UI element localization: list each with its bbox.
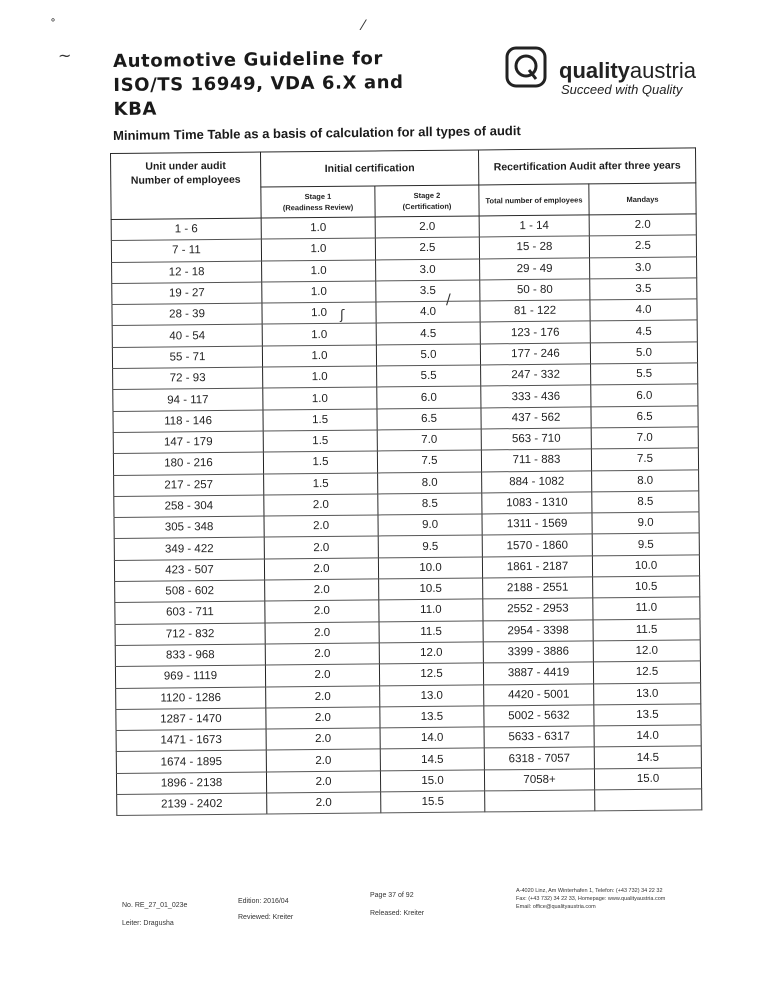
header-total-employees: Total number of employees <box>479 184 589 216</box>
cell-stage-2: 15.5 <box>381 791 485 813</box>
cell-stage-1: 1.0 <box>262 260 376 282</box>
cell-recert-employees: 1311 - 1569 <box>482 513 592 535</box>
cell-recert-employees: 1570 - 1860 <box>482 534 592 556</box>
table-caption: Minimum Time Table as a basis of calculation for all types of audit <box>113 123 521 143</box>
cell-stage-1: 1.0 <box>262 345 376 367</box>
cell-employees-range: 1 - 6 <box>111 218 261 241</box>
logo-wordmark-light: austria <box>629 58 696 83</box>
cell-recert-employees: 15 - 28 <box>479 236 589 258</box>
cell-employees-range: 1287 - 1470 <box>116 708 266 731</box>
cell-stage-2: 8.5 <box>378 493 482 515</box>
cell-recert-mandays: 13.5 <box>594 704 701 726</box>
cell-recert-employees: 2188 - 2551 <box>483 577 593 599</box>
cell-recert-employees: 3399 - 3886 <box>483 641 593 663</box>
cell-stage-2: 15.0 <box>380 770 484 792</box>
cell-recert-employees: 29 - 49 <box>480 257 590 279</box>
cell-stage-1: 2.0 <box>267 792 381 814</box>
cell-recert-mandays: 7.0 <box>591 427 698 449</box>
cell-recert-mandays: 9.5 <box>592 533 699 555</box>
cell-recert-employees: 81 - 122 <box>480 300 590 322</box>
cell-stage-1: 1.5 <box>263 451 377 473</box>
cell-recert-mandays: 10.0 <box>592 555 699 577</box>
cell-recert-mandays: 9.0 <box>592 512 699 534</box>
cell-stage-2: 11.5 <box>379 621 483 643</box>
footer-address: A-4020 Linz, Am Winterhafen 1, Telefon: (+43 732) 34 22 32 <box>516 888 663 894</box>
cell-stage-2: 7.0 <box>377 429 481 451</box>
cell-employees-range: 1674 - 1895 <box>116 750 266 773</box>
cell-recert-mandays: 12.0 <box>593 640 700 662</box>
cell-recert-mandays: 5.0 <box>590 342 697 364</box>
header-mandays: Mandays <box>589 183 696 215</box>
cell-recert-employees: 2552 - 2953 <box>483 598 593 620</box>
cell-stage-2: 10.0 <box>378 557 482 579</box>
cell-recert-mandays: 10.5 <box>593 576 700 598</box>
cell-stage-2: 14.0 <box>380 727 484 749</box>
cell-recert-mandays: 6.0 <box>591 384 698 406</box>
cell-recert-employees <box>485 790 595 812</box>
cell-stage-2: 9.0 <box>378 514 482 536</box>
cell-recert-mandays: 14.0 <box>594 725 701 747</box>
cell-stage-2: 10.5 <box>379 578 483 600</box>
cell-recert-employees: 333 - 436 <box>481 385 591 407</box>
cell-recert-mandays: 3.0 <box>590 256 697 278</box>
cell-stage-2: 4.0 <box>376 301 480 323</box>
cell-employees-range: 349 - 422 <box>114 537 264 560</box>
footer-fax: Fax: (+43 732) 34 22 33, Homepage: www.qualityaustria.com <box>516 896 666 902</box>
cell-employees-range: 12 - 18 <box>112 261 262 284</box>
cell-stage-1: 1.0 <box>261 217 375 239</box>
cell-stage-2: 2.0 <box>375 216 479 238</box>
cell-stage-2: 13.5 <box>380 706 484 728</box>
handwritten-mark: ⁄ <box>362 18 365 34</box>
cell-recert-mandays: 12.5 <box>593 661 700 683</box>
cell-stage-2: 8.0 <box>378 472 482 494</box>
cell-recert-mandays <box>595 789 702 811</box>
cell-employees-range: 305 - 348 <box>114 516 264 539</box>
cell-stage-1: 2.0 <box>265 643 379 665</box>
cell-stage-1: 1.0 <box>262 281 376 303</box>
handwritten-tick: ʃ <box>340 308 345 323</box>
cell-stage-1: 2.0 <box>265 579 379 601</box>
minimum-time-table-container <box>110 147 709 833</box>
cell-stage-1: 2.0 <box>266 749 380 771</box>
cell-employees-range: 217 - 257 <box>114 474 264 497</box>
cell-stage-1: 2.0 <box>265 622 379 644</box>
cell-stage-1: 2.0 <box>265 600 379 622</box>
footer-reviewed: Reviewed: Kreiter <box>238 914 294 921</box>
cell-employees-range: 969 - 1119 <box>115 665 265 688</box>
table-body <box>111 214 702 816</box>
cell-stage-1: 2.0 <box>264 515 378 537</box>
cell-recert-employees: 6318 - 7057 <box>484 747 594 769</box>
cell-employees-range: 72 - 93 <box>113 367 263 390</box>
scan-mark: ˚ <box>50 18 56 32</box>
quality-austria-logo <box>505 44 745 104</box>
document-title: Automotive Guideline for ISO/TS 16949, VDA 6.X and KBA <box>113 48 404 120</box>
footer-page-number: Page 37 of 92 <box>370 892 414 899</box>
cell-recert-employees: 5002 - 5632 <box>484 705 594 727</box>
cell-recert-employees: 50 - 80 <box>480 279 590 301</box>
cell-recert-employees: 437 - 562 <box>481 407 591 429</box>
cell-employees-range: 180 - 216 <box>113 452 263 475</box>
cell-stage-2: 11.0 <box>379 599 483 621</box>
cell-stage-1: 2.0 <box>266 728 380 750</box>
cell-employees-range: 1471 - 1673 <box>116 729 266 752</box>
cell-recert-mandays: 2.5 <box>589 235 696 257</box>
cell-employees-range: 258 - 304 <box>114 495 264 518</box>
cell-recert-mandays: 11.5 <box>593 618 700 640</box>
cell-stage-2: 2.5 <box>375 237 479 259</box>
cell-stage-2: 12.5 <box>379 663 483 685</box>
logo-tagline: Succeed with Quality <box>561 82 683 97</box>
cell-recert-mandays: 5.5 <box>591 363 698 385</box>
cell-stage-2: 3.0 <box>376 259 480 281</box>
cell-employees-range: 7 - 11 <box>111 239 261 262</box>
cell-stage-1: 2.0 <box>264 536 378 558</box>
header-unit-under-audit: Unit under audit Number of employees <box>111 152 262 219</box>
cell-stage-1: 2.0 <box>266 771 380 793</box>
cell-recert-employees: 7058+ <box>484 769 594 791</box>
cell-employees-range: 508 - 602 <box>115 580 265 603</box>
footer-email: Email: office@qualityaustria.com <box>516 904 596 910</box>
cell-recert-employees: 123 - 176 <box>480 321 590 343</box>
cell-employees-range: 28 - 39 <box>112 303 262 326</box>
cell-stage-1: 2.0 <box>266 707 380 729</box>
cell-stage-1: 1.0 <box>262 323 376 345</box>
cell-recert-employees: 711 - 883 <box>481 449 591 471</box>
cell-recert-employees: 1861 - 2187 <box>482 556 592 578</box>
footer-author: Leiter: Dragusha <box>122 920 174 927</box>
cell-employees-range: 833 - 968 <box>115 644 265 667</box>
cell-recert-mandays: 4.0 <box>590 299 697 321</box>
cell-employees-range: 40 - 54 <box>112 325 262 348</box>
footer-edition: Edition: 2016/04 <box>238 898 289 905</box>
cell-stage-2: 14.5 <box>380 748 484 770</box>
quality-austria-logo-icon <box>505 46 547 88</box>
cell-recert-employees: 1 - 14 <box>479 215 589 237</box>
cell-stage-1: 1.0 <box>261 238 375 260</box>
cell-recert-mandays: 3.5 <box>590 278 697 300</box>
cell-employees-range: 712 - 832 <box>115 623 265 646</box>
cell-employees-range: 2139 - 2402 <box>117 793 267 816</box>
header-stage-1: Stage 1 (Readiness Review) <box>261 186 375 218</box>
cell-stage-1: 1.5 <box>263 409 377 431</box>
cell-recert-employees: 4420 - 5001 <box>484 683 594 705</box>
cell-stage-2: 7.5 <box>377 450 481 472</box>
cell-employees-range: 55 - 71 <box>112 346 262 369</box>
logo-wordmark-bold: quality <box>559 58 630 83</box>
cell-stage-1: 1.5 <box>264 473 378 495</box>
header-recertification-audit: Recertification Audit after three years <box>479 148 696 185</box>
cell-recert-mandays: 14.5 <box>594 746 701 768</box>
cell-stage-1: 2.0 <box>264 494 378 516</box>
cell-stage-2: 5.0 <box>376 344 480 366</box>
cell-employees-range: 147 - 179 <box>113 431 263 454</box>
cell-recert-employees: 247 - 332 <box>481 364 591 386</box>
cell-recert-mandays: 2.0 <box>589 214 696 236</box>
handwritten-mark: ~ <box>58 46 72 65</box>
cell-recert-mandays: 4.5 <box>590 320 697 342</box>
cell-recert-mandays: 6.5 <box>591 406 698 428</box>
cell-stage-1: 1.0 <box>263 366 377 388</box>
cell-employees-range: 1896 - 2138 <box>116 772 266 795</box>
cell-recert-employees: 2954 - 3398 <box>483 620 593 642</box>
handwritten-tick: / <box>446 292 451 308</box>
header-stage-2: Stage 2 (Certification) <box>375 185 479 217</box>
cell-stage-1: 1.5 <box>263 430 377 452</box>
cell-stage-2: 6.5 <box>377 408 481 430</box>
cell-recert-employees: 563 - 710 <box>481 428 591 450</box>
cell-recert-mandays: 8.0 <box>592 469 699 491</box>
cell-recert-mandays: 8.5 <box>592 491 699 513</box>
cell-stage-1: 1.0 <box>262 302 376 324</box>
cell-stage-1: 2.0 <box>265 664 379 686</box>
cell-stage-2: 5.5 <box>377 365 481 387</box>
cell-employees-range: 94 - 117 <box>113 388 263 411</box>
cell-stage-2: 13.0 <box>380 684 484 706</box>
cell-employees-range: 423 - 507 <box>114 559 264 582</box>
footer-doc-number: No. RE_27_01_023e <box>122 902 188 909</box>
minimum-time-table <box>110 147 702 816</box>
cell-employees-range: 603 - 711 <box>115 601 265 624</box>
cell-recert-mandays: 13.0 <box>594 682 701 704</box>
cell-recert-employees: 3887 - 4419 <box>483 662 593 684</box>
cell-stage-2: 9.5 <box>378 535 482 557</box>
cell-employees-range: 19 - 27 <box>112 282 262 305</box>
table-row <box>117 789 702 816</box>
cell-stage-2: 12.0 <box>379 642 483 664</box>
cell-recert-employees: 5633 - 6317 <box>484 726 594 748</box>
cell-recert-employees: 177 - 246 <box>480 343 590 365</box>
cell-recert-mandays: 15.0 <box>594 768 701 790</box>
cell-stage-1: 2.0 <box>266 685 380 707</box>
cell-employees-range: 118 - 146 <box>113 410 263 433</box>
cell-recert-employees: 1083 - 1310 <box>482 492 592 514</box>
cell-employees-range: 1120 - 1286 <box>116 687 266 710</box>
cell-recert-employees: 884 - 1082 <box>482 470 592 492</box>
footer-released: Released: Kreiter <box>370 910 425 917</box>
cell-stage-1: 1.0 <box>263 387 377 409</box>
cell-recert-mandays: 11.0 <box>593 597 700 619</box>
document-footer <box>0 888 768 948</box>
cell-stage-2: 3.5 <box>376 280 480 302</box>
cell-recert-mandays: 7.5 <box>591 448 698 470</box>
header-initial-certification: Initial certification <box>260 150 478 187</box>
cell-stage-1: 2.0 <box>264 558 378 580</box>
cell-stage-2: 6.0 <box>377 386 481 408</box>
cell-stage-2: 4.5 <box>376 322 480 344</box>
logo-wordmark <box>559 58 696 84</box>
